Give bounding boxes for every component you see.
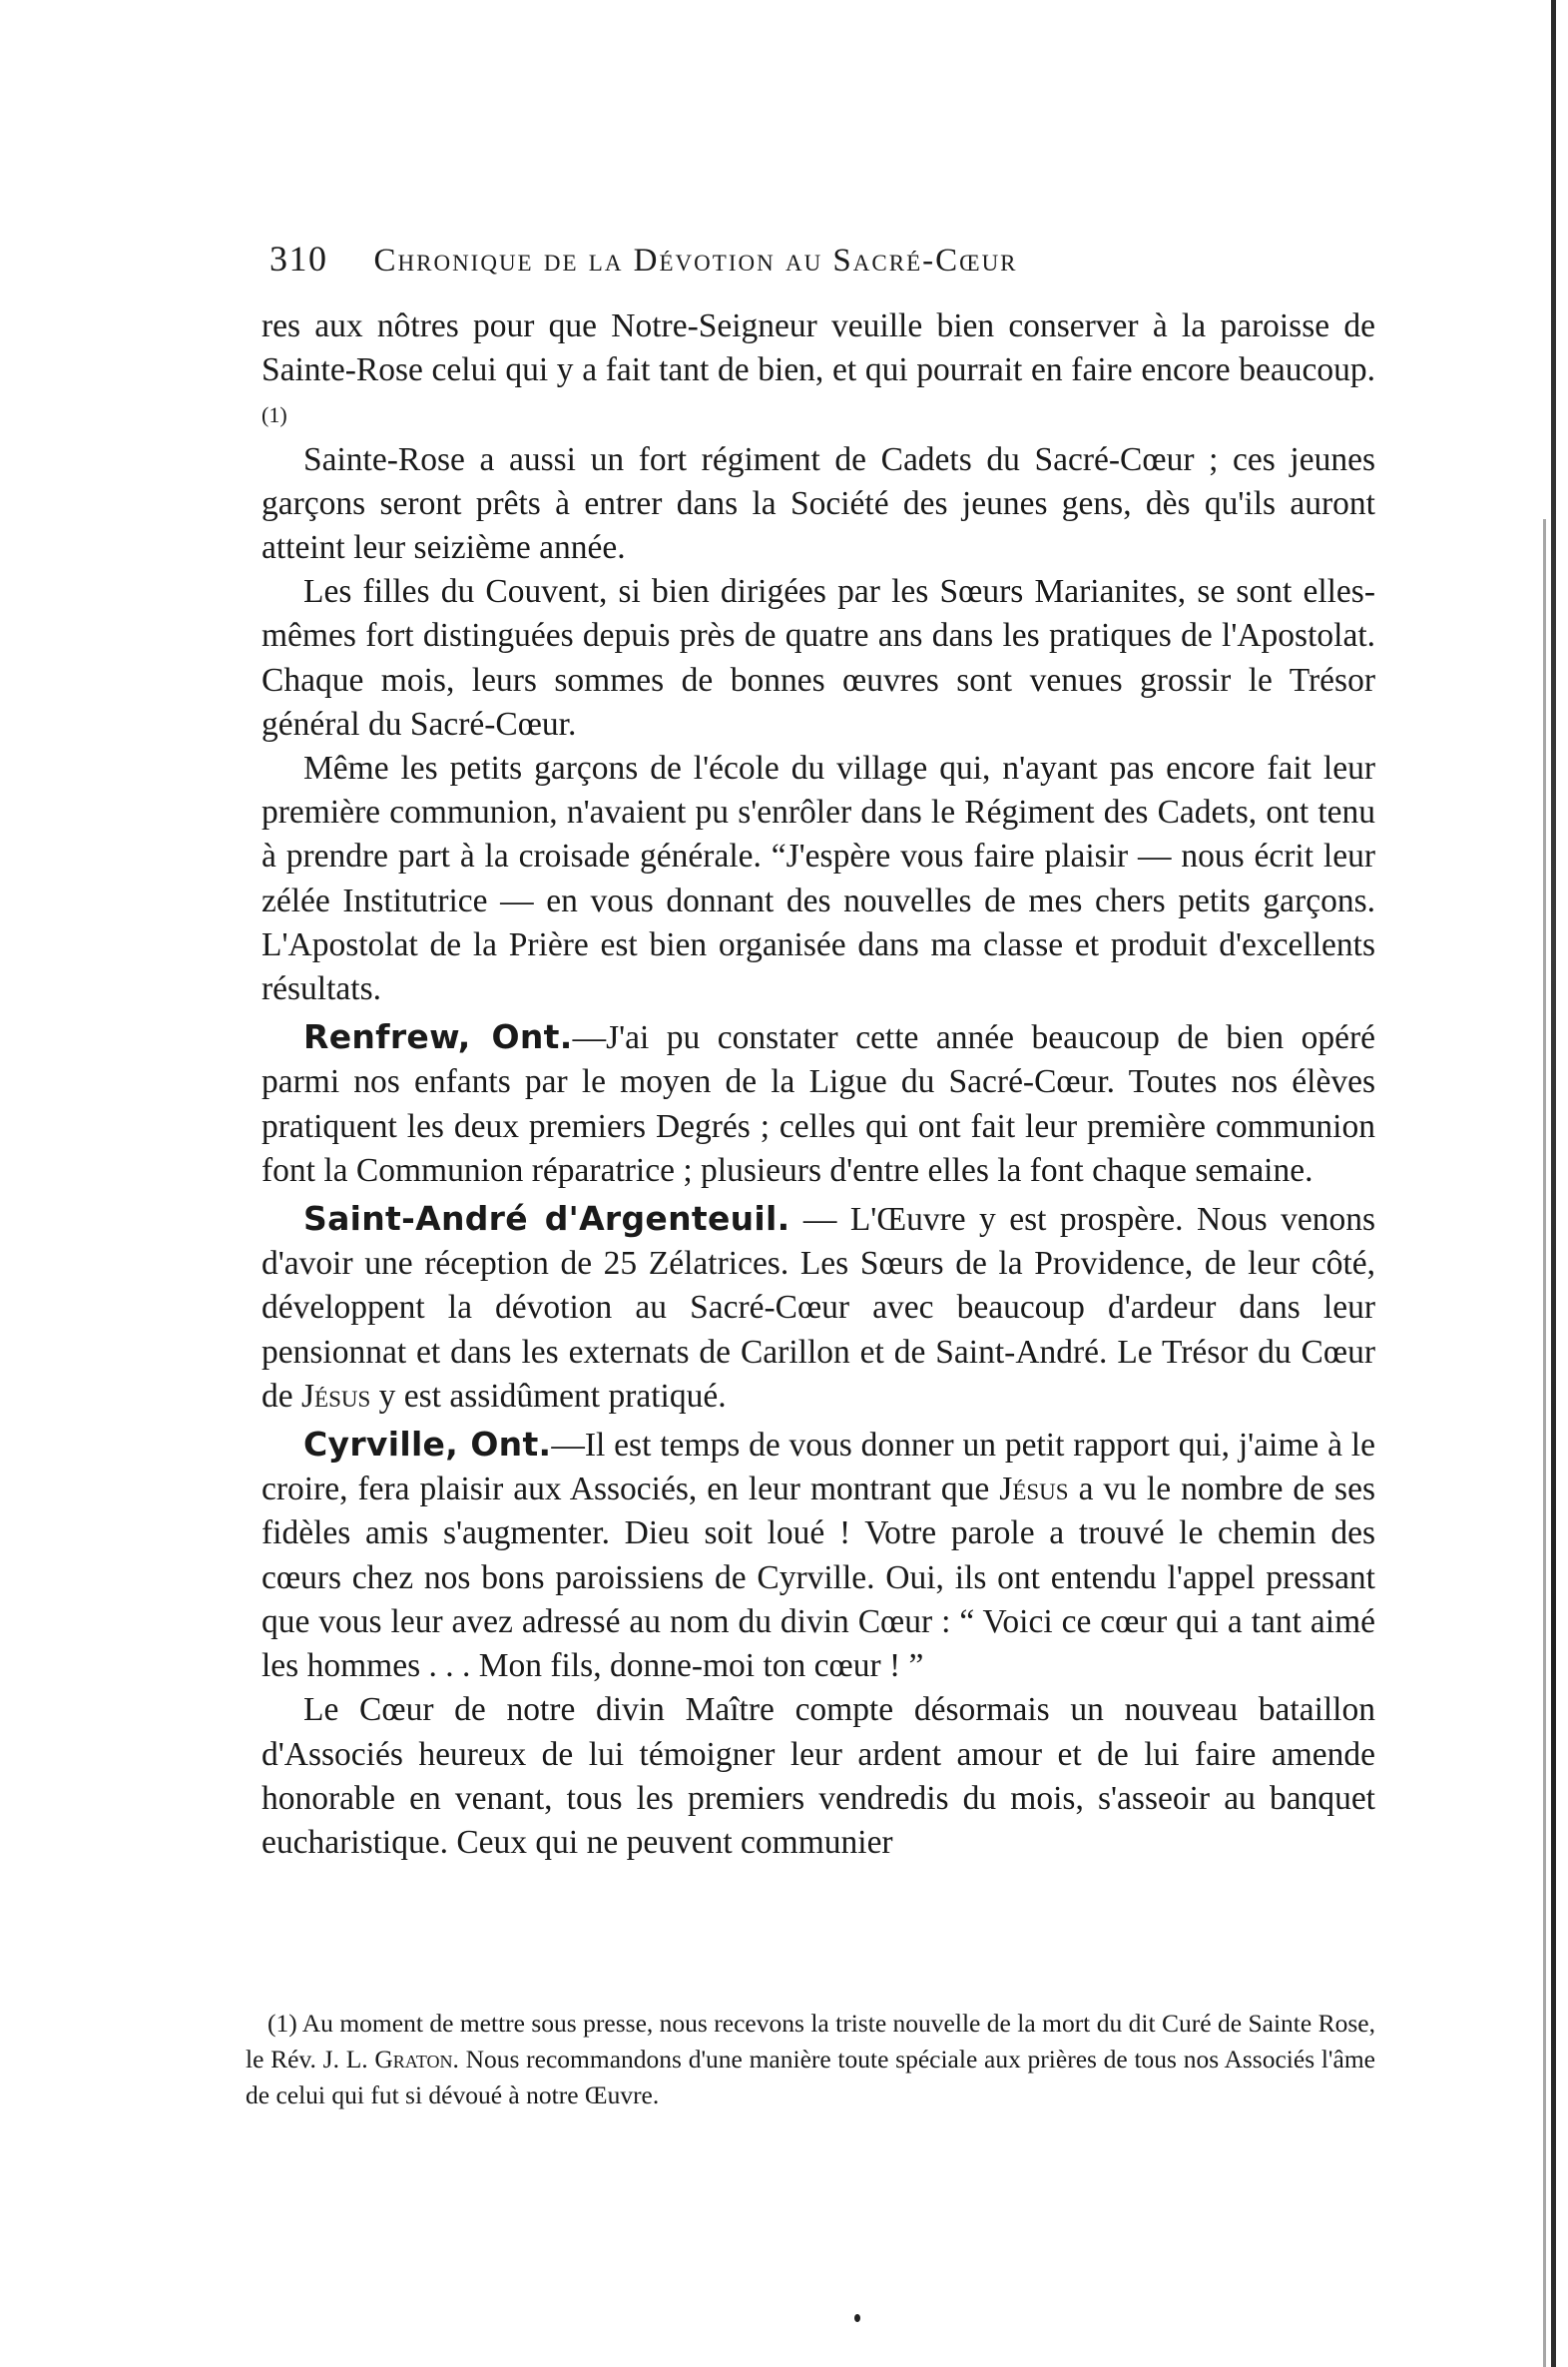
section-heading-cyrville: Cyrville, Ont. — [303, 1425, 552, 1465]
section-text-renfrew: —J'ai pu constater cette année beaucoup de bien opéré parmi nos enfants par le moyen de la Ligue du Sacré-Cœur. Toutes nos élèves pratiquent les deux premiers Degrés ; celles qui ont fait leur première communion font la Communion réparatrice ; plusieurs d'entre elles la font chaque semaine. — [261, 1019, 1375, 1189]
paragraph-ecole: Même les petits garçons de l'école du village qui, n'ayant pas encore fait leur première communion, n'avaient pu s'enrôler dans le Régiment des Cadets, ont tenu à prendre part à la croisade générale. “J'espère vous faire plaisir — nous écrit leur zélée Institutrice — en vous donnant des nouvelles de mes chers petits garçons. L'Apostolat de la Prière est bien organisée dans ma classe et produit d'excellents résultats. — [261, 750, 1375, 1008]
paragraph-cadets: Sainte-Rose a aussi un fort régiment de Cadets du Sacré-Cœur ; ces jeunes garçons seront prêts à entrer dans la Société des jeunes gens, dès qu'ils auront atteint leur seizième année. — [261, 440, 1375, 567]
paragraph-text: res aux nôtres pour que Notre-Seigneur veuille bien conserver à la paroisse de Sainte-Rose celui qui y a fait tant de bien, et qui pourrait en faire encore beaucoup. — [261, 307, 1375, 389]
section-text-saint-andre-end: y est assidûment pratiqué. — [378, 1377, 727, 1415]
running-head-title: Chronique de la Dévotion au Sacré-Cœur — [373, 243, 1018, 279]
section-heading-renfrew: Renfrew, Ont. — [303, 1017, 573, 1057]
ink-speck — [854, 2314, 860, 2322]
page-edge-shadow — [1551, 0, 1556, 2367]
footnote-name: Graton. — [374, 2044, 459, 2073]
section-text-cyrville-end: a vu le nombre de ses fidèles amis s'augmenter. Dieu soit loué ! Votre parole a trouvé le chemin des cœurs chez nos bons paroissiens de Cyrville. Oui, ils ont entendu l'appel pressant que vous leur avez adressé au nom du divin Cœur : “ Voici ce cœur qui a tant aimé les hommes . . . Mon fils, donne-moi ton cœur ! ” — [261, 1471, 1375, 1685]
section-renfrew — [261, 1015, 1375, 1193]
section-saint-andre — [261, 1197, 1375, 1419]
footnote-reference: (1) — [261, 402, 287, 428]
body-text — [261, 304, 1375, 1865]
section-cyrville — [261, 1423, 1375, 1688]
page-edge-shadow-inner — [1543, 519, 1546, 2367]
section-text-saint-andre: — L'Œuvre y est prospère. Nous venons d'avoir une réception de 25 Zélatrices. Les Sœurs de la Providence, de leur côté, développent la dévotion au Sacré-Cœur avec beaucoup d'ardeur dans leur pensionnat et dans les externats de Carillon et de Saint-André. Le Trésor du Cœur de — [261, 1201, 1375, 1415]
paragraph-couvent: Les filles du Couvent, si bien dirigées par les Sœurs Marianites, se sont elles-mêmes fort distinguées depuis près de quatre ans dans les pratiques de l'Apostolat. Chaque mois, leurs sommes de bonnes œuvres sont venues grossir le Trésor général du Sacré-Cœur. — [261, 573, 1375, 743]
section-heading-saint-andre: Saint-André d'Argenteuil. — [303, 1199, 790, 1239]
jesus-small-caps: Jésus — [301, 1377, 371, 1415]
section-text-cyrville: —Il est temps de vous donner un petit rapport qui, j'aime à le croire, fera plaisir aux Associés, en leur montrant que — [261, 1427, 1375, 1508]
page-number: 310 — [269, 239, 328, 279]
paragraph-bataillon: Le Cœur de notre divin Maître compte désormais un nouveau bataillon d'Associés heureux de lui témoigner leur ardent amour et de lui faire amende honorable en venant, tous les premiers vendredis du mois, s'asseoir au banquet eucharistique. Ceux qui ne peuvent communier — [261, 1691, 1375, 1861]
footnote-text: (1) Au moment de mettre sous presse, nous recevons la triste nouvelle de la mort du dit Curé de Sainte Rose, le Rév. J. L. — [246, 2009, 1375, 2073]
footnote — [246, 2006, 1375, 2112]
paragraph-continuation — [261, 304, 1375, 438]
footnote-text-end: Nous recommandons d'une manière toute spéciale aux prières de tous nos Associés l'âme de celui qui fut si dévoué à notre Œuvre. — [246, 2044, 1376, 2109]
running-head — [269, 238, 1278, 280]
footnote-area — [246, 2006, 1375, 2112]
jesus-small-caps: Jésus — [999, 1471, 1069, 1508]
